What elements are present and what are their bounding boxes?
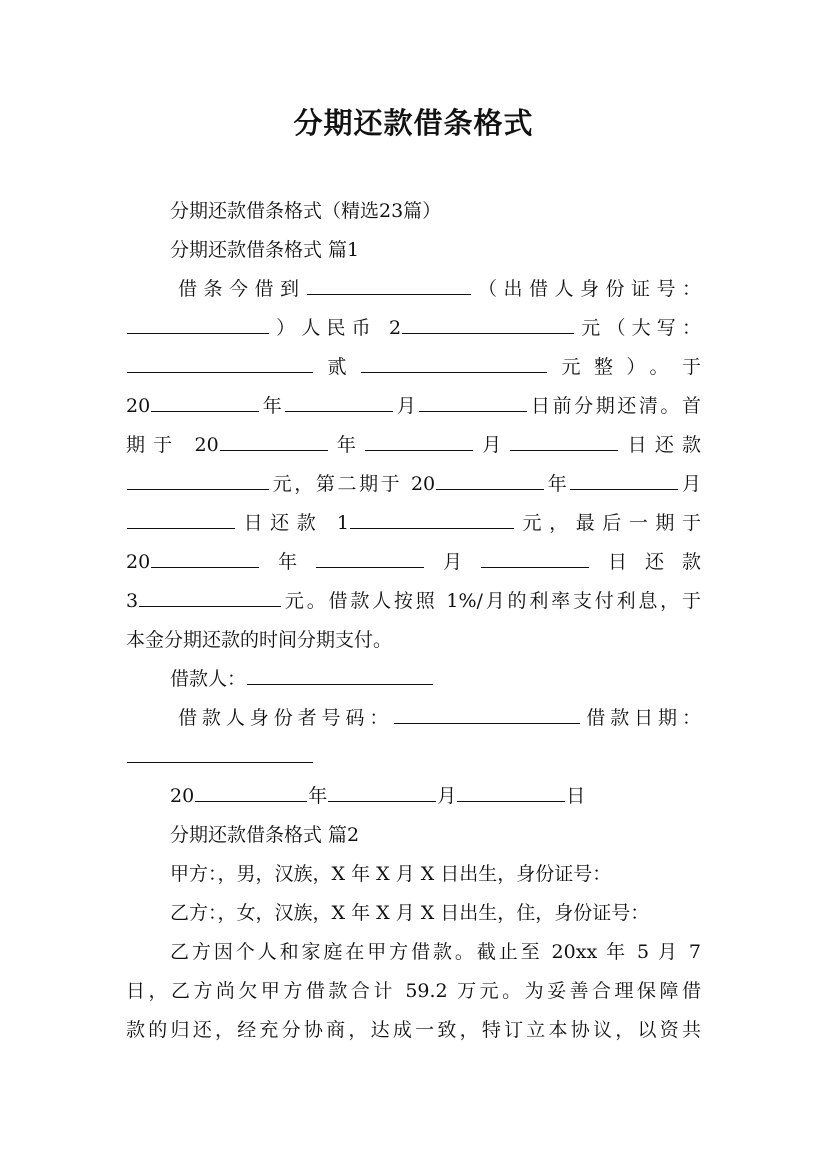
party-b-line: 乙方：，女，汉族，X 年 X 月 X 日出生，住，身份证号： — [170, 902, 650, 924]
text: 月 — [474, 434, 510, 456]
blank-line — [127, 510, 235, 529]
paragraph-line — [126, 393, 701, 419]
blank-line — [436, 471, 544, 490]
section-heading-2: 分期还款借条格式 篇2 — [170, 824, 360, 846]
blank-line — [350, 510, 514, 529]
paragraph-line — [126, 588, 701, 614]
text: 年 — [328, 434, 365, 456]
text: 日还款 1 — [236, 512, 349, 534]
paragraph-line — [126, 471, 701, 497]
party-a-line: 甲方：，男，汉族，X 年 X 月 X 日出生，身份证号： — [170, 863, 612, 885]
paragraph-line — [126, 744, 701, 770]
blank-line — [285, 393, 393, 412]
blank-line — [127, 471, 269, 490]
text: 借款人身份者号码： — [178, 707, 394, 729]
text: 20 — [170, 785, 195, 807]
text: 借款日期： — [581, 707, 701, 729]
paragraph-line — [126, 315, 701, 341]
blank-line — [151, 393, 259, 412]
id-number-line — [178, 705, 701, 731]
blank-line — [151, 549, 259, 568]
blank-line — [247, 666, 433, 685]
text: 元。借款人按照 1%/月的利率支付利息，于 — [282, 590, 701, 612]
text: 借款人： — [170, 668, 247, 690]
date-line — [170, 783, 701, 809]
blank-line — [394, 705, 580, 724]
document-subtitle: 分期还款借条格式（精选23篇） — [170, 200, 442, 222]
text: ）人民币 2 — [270, 317, 402, 339]
text: 日还款 — [619, 434, 701, 456]
paragraph-line — [126, 510, 701, 536]
text: 元，第二期于 20 — [270, 473, 436, 495]
paragraph-line — [126, 432, 701, 458]
blank-line — [570, 471, 678, 490]
blank-line — [510, 432, 618, 451]
blank-line — [195, 783, 307, 802]
text: 元整）。于 — [548, 356, 701, 378]
blank-line — [457, 783, 565, 802]
text: 借条今借到 — [178, 278, 306, 300]
blank-line — [127, 744, 313, 763]
text: 月 — [425, 551, 481, 573]
blank-line — [402, 315, 574, 334]
text: 年 — [308, 785, 328, 807]
section-heading-1: 分期还款借条格式 篇1 — [170, 239, 360, 261]
text: 月 — [394, 395, 419, 417]
paragraph-line — [126, 354, 701, 380]
text: 20 — [126, 551, 151, 573]
text: 月 — [437, 785, 457, 807]
text: 元，最后一期于 — [514, 512, 701, 534]
text: 元（大写： — [575, 317, 701, 339]
blank-line — [220, 432, 328, 451]
blank-line — [307, 276, 471, 295]
paragraph-line — [178, 276, 701, 302]
blank-line — [139, 588, 281, 607]
text: 日前分期还清。首 — [528, 395, 701, 417]
paragraph-line: 乙方因个人和家庭在甲方借款。截止至 20xx 年 5 月 7 — [170, 941, 701, 963]
paragraph-line — [126, 549, 701, 575]
paragraph-line: 款的归还，经充分协商，达成一致，特订立本协议，以资共 — [126, 1019, 701, 1041]
text: 月 — [679, 473, 701, 495]
blank-line — [365, 432, 473, 451]
blank-line — [127, 315, 269, 334]
blank-line — [361, 354, 547, 373]
text: 贰 — [314, 356, 360, 378]
blank-line — [419, 393, 527, 412]
text: 年 — [260, 551, 316, 573]
text: （出借人身份证号： — [471, 278, 701, 300]
text: 日还款 — [590, 551, 701, 573]
text: 日 — [566, 785, 586, 807]
text: 年 — [545, 473, 570, 495]
blank-line — [481, 549, 589, 568]
paragraph-line: 日，乙方尚欠甲方借款合计 59.2 万元。为妥善合理保障借 — [126, 980, 701, 1002]
text: 期于 20 — [126, 434, 219, 456]
text: 3 — [126, 590, 139, 612]
text: 20 — [126, 395, 151, 417]
document-title: 分期还款借条格式 — [293, 106, 534, 140]
blank-line — [127, 354, 313, 373]
text: 年 — [260, 395, 285, 417]
borrower-line — [170, 666, 701, 692]
paragraph-line: 本金分期还款的时间分期支付。 — [126, 629, 393, 651]
blank-line — [316, 549, 424, 568]
blank-line — [328, 783, 436, 802]
